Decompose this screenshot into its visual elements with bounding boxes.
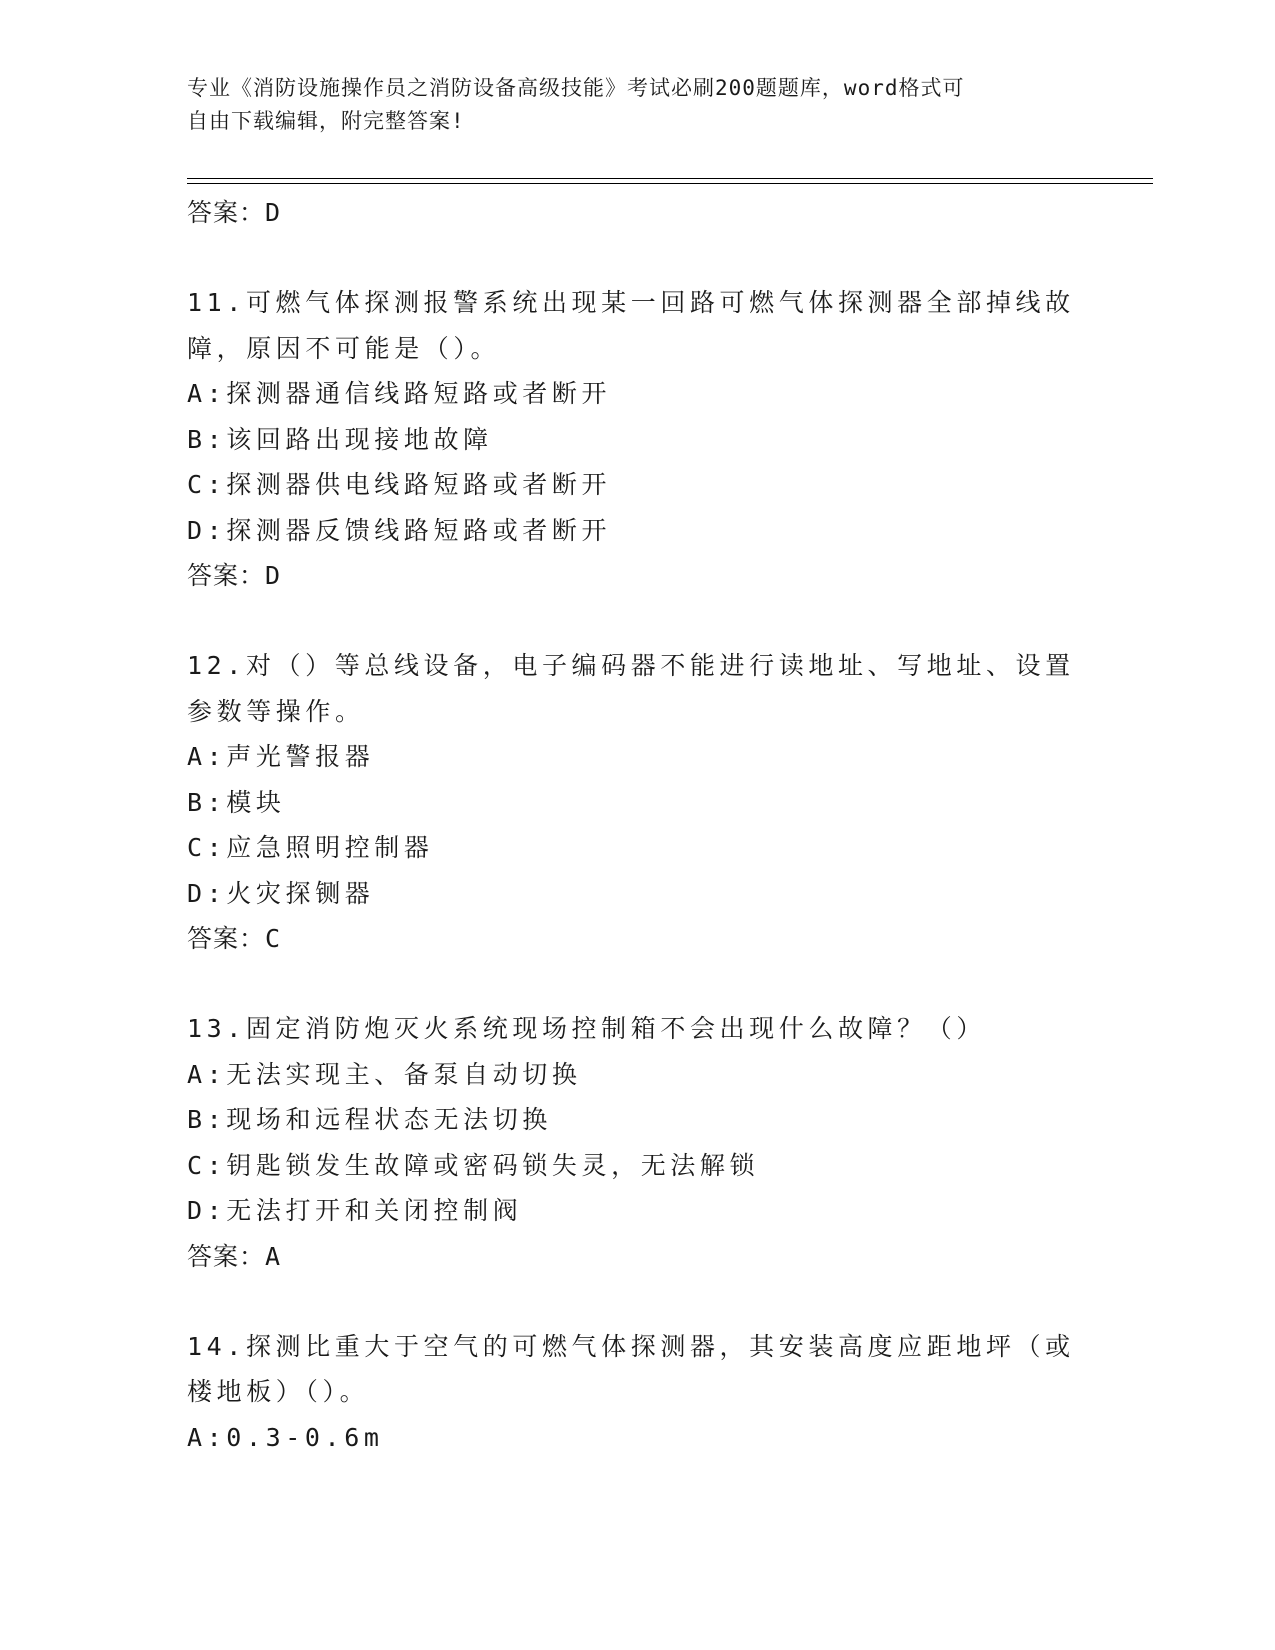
question-stem: 12.对（）等总线设备，电子编码器不能进行读地址、写地址、设置参数等操作。 [187, 651, 1075, 726]
question-stem: 11.可燃气体探测报警系统出现某一回路可燃气体探测器全部掉线故障，原因不可能是（）。 [187, 288, 1075, 363]
option-d: D:探测器反馈线路短路或者断开 [187, 515, 612, 545]
question-block [187, 643, 1077, 962]
answer-line [187, 553, 1077, 599]
option-b: B:模块 [187, 787, 286, 817]
answer-value: A [265, 1241, 282, 1271]
answer-label: 答案： [187, 561, 266, 590]
option-c: C:应急照明控制器 [187, 833, 434, 862]
document-body [187, 190, 1077, 1460]
option-b: B:该回路出现接地故障 [187, 424, 493, 454]
option-a: A:声光警报器 [187, 742, 375, 771]
option-b: B:现场和远程状态无法切换 [187, 1105, 552, 1134]
question-stem: 13.固定消防炮灭火系统现场控制箱不会出现什么故障？（） [187, 1014, 986, 1043]
answer-label: 答案： [187, 198, 266, 227]
option-a: A:探测器通信线路短路或者断开 [187, 379, 612, 408]
question-block [187, 1324, 1077, 1461]
answer-line [187, 190, 1077, 236]
answer-line [187, 916, 1077, 962]
header-divider-top [187, 178, 1153, 179]
document-header [187, 72, 1067, 138]
answer-value: D [265, 561, 282, 590]
answer-label: 答案： [187, 1241, 266, 1271]
question-block [187, 1006, 1077, 1280]
option-c: C:探测器供电线路短路或者断开 [187, 470, 612, 499]
option-c: C:钥匙锁发生故障或密码锁失灵，无法解锁 [187, 1150, 760, 1180]
header-line-1: 专业《消防设施操作员之消防设备高级技能》考试必刷200题题库，word格式可 [187, 76, 965, 100]
answer-value: D [265, 198, 282, 227]
question-block [187, 280, 1077, 599]
answer-label: 答案： [187, 924, 266, 953]
option-d: D:火灾探铡器 [187, 878, 375, 908]
question-stem: 14.探测比重大于空气的可燃气体探测器，其安装高度应距地坪（或楼地板）（）。 [187, 1331, 1075, 1406]
option-d: D:无法打开和关闭控制阀 [187, 1196, 523, 1225]
option-a: A:0.3-0.6m [187, 1422, 384, 1452]
option-a: A:无法实现主、备泵自动切换 [187, 1059, 582, 1089]
header-divider-bottom [187, 183, 1153, 184]
header-line-2: 自由下载编辑，附完整答案! [187, 109, 465, 133]
answer-line [187, 1234, 1077, 1280]
answer-value: C [265, 924, 282, 953]
